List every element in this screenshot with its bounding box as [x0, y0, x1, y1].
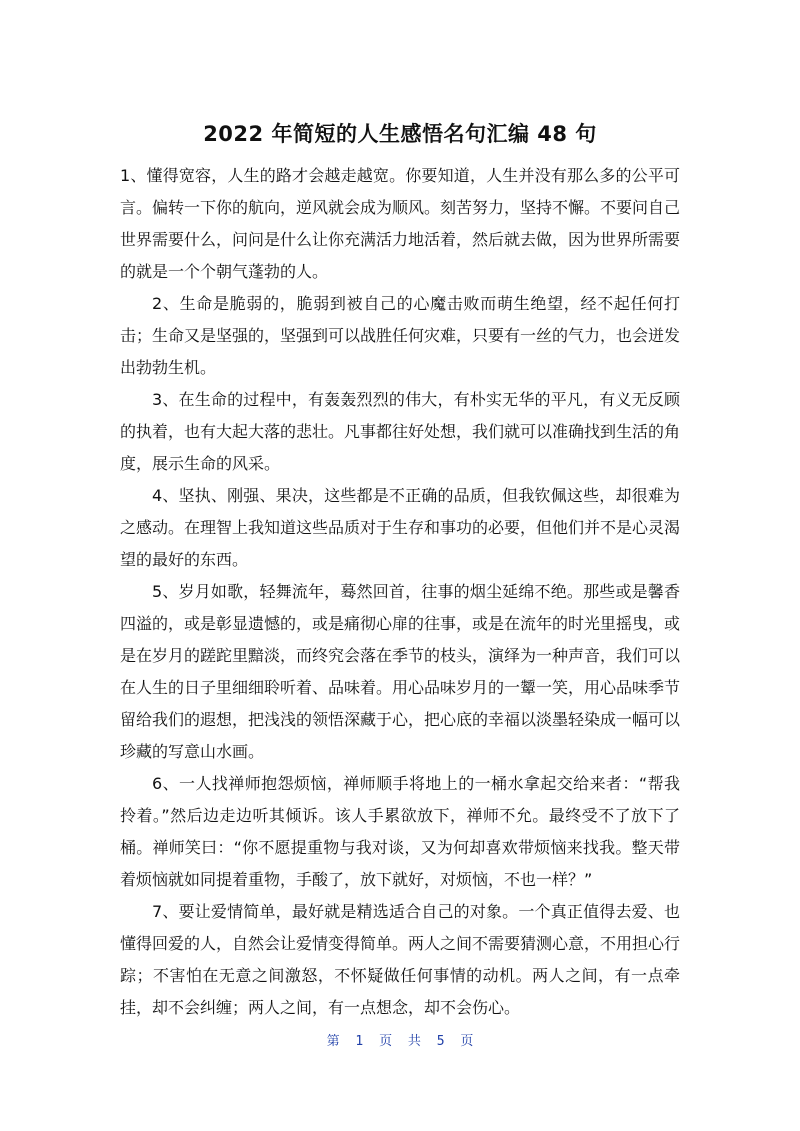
paragraph-6: 6、一人找禅师抱怨烦恼，禅师顺手将地上的一桶水拿起交给来者：“帮我拎着。”然后边走边听其倾诉。该人手累欲放下，禅师不允。最终受不了放下了桶。禅师笑曰：“你不愿提重物与我对谈，又为何却喜欢带烦恼来找我。整天带着烦恼就如同提着重物，手酸了，放下就好，对烦恼，不也一样？”: [120, 774, 680, 889]
page-title: 2022 年简短的人生感悟名句汇编 48 句: [203, 122, 597, 146]
page-footer: [0, 1030, 800, 1049]
document-body: [120, 160, 680, 1024]
paragraph-4: 4、坚执、刚强、果决，这些都是不正确的品质，但我钦佩这些，却很难为之感动。在理智上我知道这些品质对于生存和事功的必要，但他们并不是心灵渴望的最好的东西。: [120, 486, 681, 569]
footer-label-total: 共: [407, 1034, 421, 1049]
footer-current-page: 1: [355, 1034, 364, 1049]
footer-label-page-unit: 页: [379, 1034, 393, 1049]
paragraph-5: 5、岁月如歌，轻舞流年，蓦然回首，往事的烟尘延绵不绝。那些或是馨香四溢的，或是彰显遗憾的，或是痛彻心扉的往事，或是在流年的时光里摇曳，或是在岁月的蹉跎里黯淡，而终究会落在季节的枝头，演绎为一种声音，我们可以在人生的日子里细细聆听着、品味着。用心品味岁月的一颦一笑，用心品味季节留给我们的遐想，把浅浅的领悟深藏于心，把心底的幸福以淡墨轻染成一幅可以珍藏的写意山水画。: [120, 582, 681, 761]
footer-total-pages: 5: [436, 1034, 445, 1049]
paragraph-7: 7、要让爱情简单，最好就是精选适合自己的对象。一个真正值得去爱、也懂得回爱的人，自然会让爱情变得简单。两人之间不需要猜测心意，不用担心行踪；不害怕在无意之间激怒，不怀疑做任何事情的动机。两人之间，有一点牵挂，却不会纠缠；两人之间，有一点想念，却不会伤心。: [120, 902, 681, 1017]
paragraph-3: 3、在生命的过程中，有轰轰烈烈的伟大，有朴实无华的平凡，有义无反顾的执着，也有大起大落的悲壮。凡事都往好处想，我们就可以准确找到生活的角度，展示生命的风采。: [120, 390, 681, 473]
paragraph-1: 1、懂得宽容，人生的路才会越走越宽。你要知道，人生并没有那么多的公平可言。偏转一下你的航向，逆风就会成为顺风。刻苦努力，坚持不懈。不要问自己世界需要什么，问问是什么让你充满活力地活着，然后就去做，因为世界所需要的就是一个个朝气蓬勃的人。: [120, 166, 681, 281]
paragraph-2: 2、生命是脆弱的，脆弱到被自己的心魔击败而萌生绝望，经不起任何打击；生命又是坚强的，坚强到可以战胜任何灾难，只要有一丝的气力，也会迸发出勃勃生机。: [120, 294, 681, 377]
footer-label-total-unit: 页: [460, 1034, 474, 1049]
footer-label-page: 第: [326, 1034, 340, 1049]
